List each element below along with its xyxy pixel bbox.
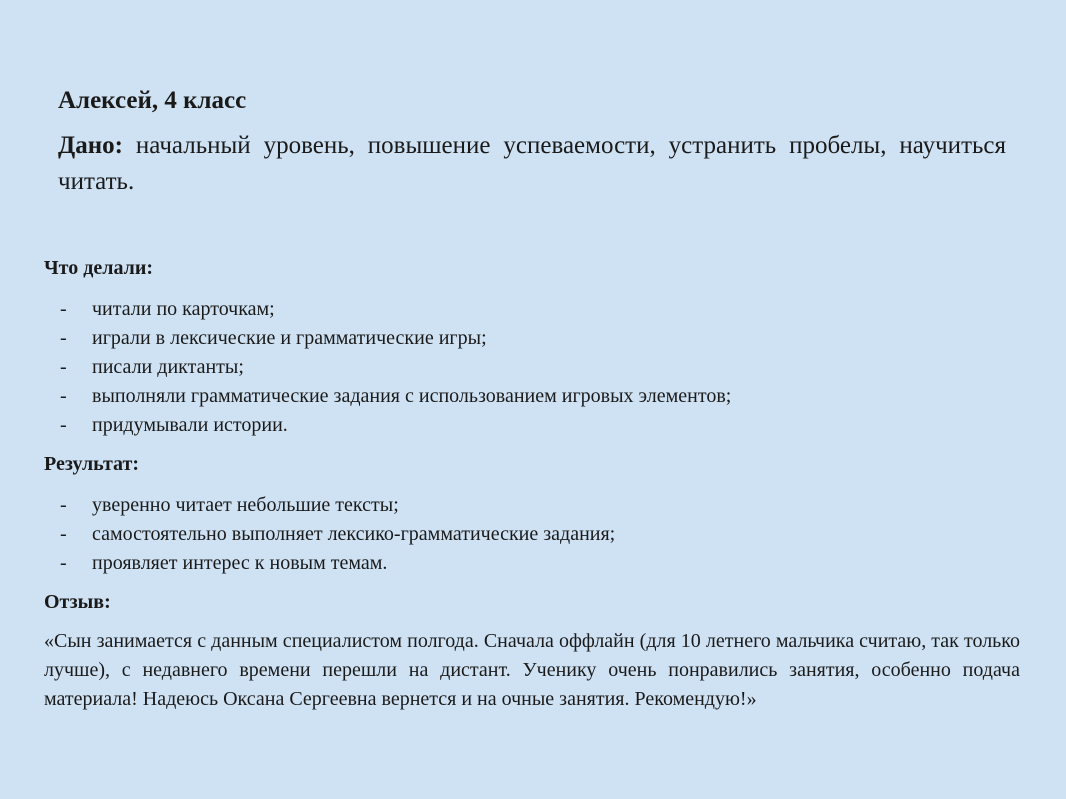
list-item [44, 382, 1020, 411]
dash-marker: - [60, 552, 67, 574]
result-list [44, 491, 1020, 578]
student-title: Алексей, 4 класс [58, 87, 247, 114]
did-list [44, 295, 1020, 440]
list-item-text: придумывали истории. [92, 414, 288, 436]
list-item [44, 295, 1020, 324]
list-item [44, 549, 1020, 578]
dash-marker: - [60, 298, 67, 320]
list-item [44, 411, 1020, 440]
header-block [58, 84, 1006, 200]
dash-marker: - [60, 523, 67, 545]
list-item-text: читали по карточкам; [92, 298, 275, 320]
result-heading: Результат: [44, 453, 140, 475]
list-item [44, 353, 1020, 382]
list-item-text: самостоятельно выполняет лексико-грамматические задания; [92, 523, 616, 545]
list-item-text: проявляет интерес к новым темам. [92, 552, 388, 574]
dash-marker: - [60, 414, 67, 436]
dash-marker: - [60, 385, 67, 407]
given-text: начальный уровень, повышение успеваемости, устранить пробелы, научиться читать. [58, 132, 1006, 195]
list-item [44, 491, 1020, 520]
dash-marker: - [60, 327, 67, 349]
list-item-text: играли в лексические и грамматические игры; [92, 327, 487, 349]
dash-marker: - [60, 494, 67, 516]
body-block [44, 254, 1020, 714]
review-text: «Сын занимается с данным специалистом полгода. Сначала оффлайн (для 10 летнего мальчика считаю, так только лучше), с недавнего времени перешли на дистант. Ученику очень понравились занятия, особенно подача материала! Надеюсь Оксана Сергеевна вернется и на очные занятия. Рекомендую!» [44, 630, 1020, 710]
given-label: Дано: [58, 132, 123, 159]
dash-marker: - [60, 356, 67, 378]
did-heading: Что делали: [44, 257, 154, 279]
list-item-text: выполняли грамматические задания с использованием игровых элементов; [92, 385, 732, 407]
given-paragraph [58, 128, 1006, 200]
list-item-text: уверенно читает небольшие тексты; [92, 494, 399, 516]
review-heading: Отзыв: [44, 591, 111, 613]
list-item [44, 520, 1020, 549]
list-item-text: писали диктанты; [92, 356, 244, 378]
list-item [44, 324, 1020, 353]
